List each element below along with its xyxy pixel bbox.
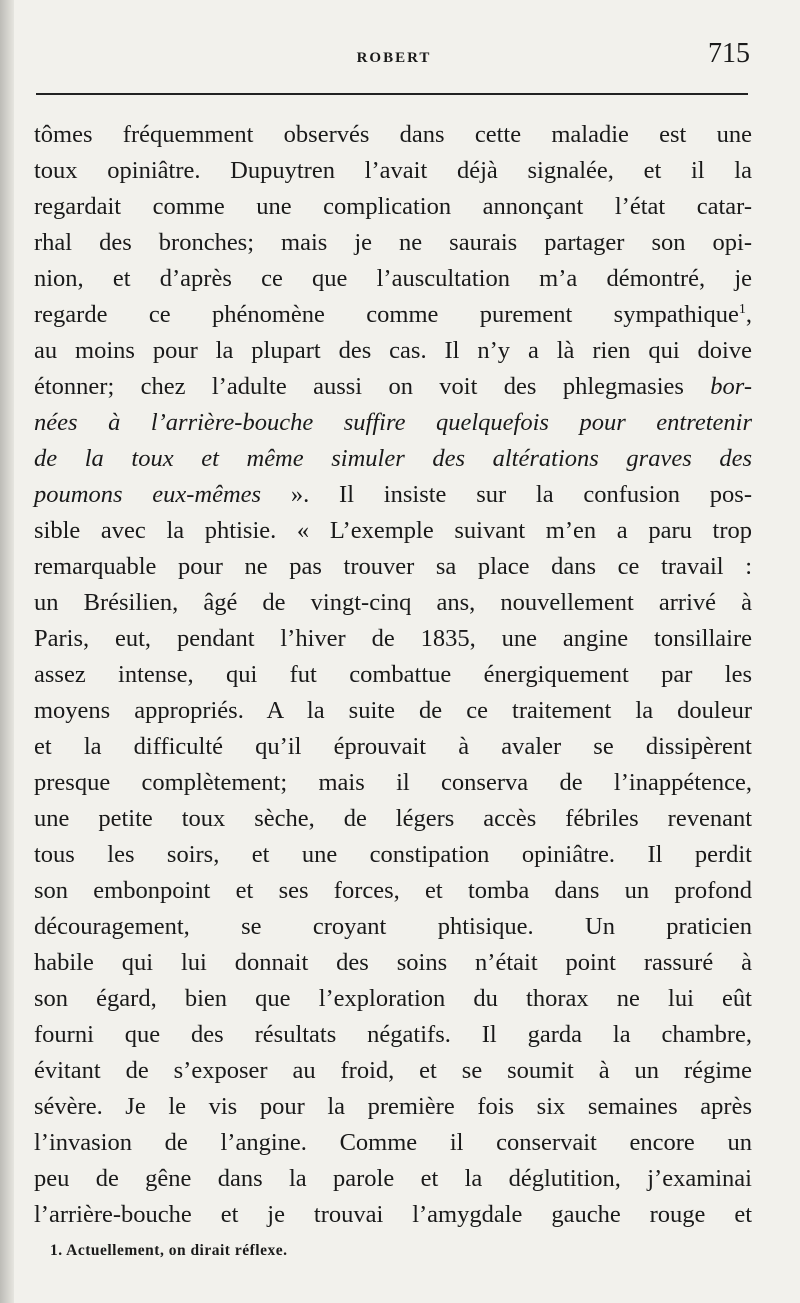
text-run: sévère. Je le vis pour la première fois six semaines après	[34, 1093, 752, 1120]
text-line	[34, 1125, 752, 1161]
running-head: ROBERT	[356, 50, 432, 66]
text-run: assez intense, qui fut combattue énergiquement par les	[34, 661, 752, 688]
italic-run: poumons eux-mêmes	[34, 481, 262, 508]
text-run: sible avec la phtisie. « L’exemple suivant m’en a paru trop	[34, 517, 752, 544]
page-number: 715	[708, 38, 750, 69]
text-run: et la difficulté qu’il éprouvait à avaler se dissipèrent	[34, 733, 752, 760]
text-run: moyens appropriés. A la suite de ce traitement la douleur	[34, 697, 752, 724]
text-run: regarde ce phénomène comme purement sympathique	[34, 301, 739, 328]
italic-run: nées à l’arrière-bouche suffire quelquefois pour entretenir	[34, 409, 752, 436]
italic-run: de la toux et même simuler des altérations graves des	[34, 445, 752, 472]
text-line	[34, 1089, 752, 1125]
text-run: ,	[745, 301, 752, 328]
footnote-marker: 1	[738, 301, 746, 317]
text-run: étonner; chez l’adulte aussi on voit des phlegmasies	[34, 373, 711, 400]
text-line	[34, 1053, 752, 1089]
text-run: l’invasion de l’angine. Comme il conservait encore un	[34, 1129, 752, 1156]
text-run: presque complètement; mais il conserva de l’inappétence,	[34, 769, 752, 796]
text-run: tômes fréquemment observés dans cette maladie est une	[34, 121, 752, 148]
text-run: toux opiniâtre. Dupuytren l’avait déjà signalée, et il la	[34, 157, 752, 184]
text-line	[34, 765, 752, 801]
text-run: Paris, eut, pendant l’hiver de 1835, une angine tonsillaire	[34, 625, 752, 652]
text-run: son embonpoint et ses forces, et tomba dans un profond	[34, 877, 752, 904]
text-run: un Brésilien, âgé de vingt-cinq ans, nouvellement arrivé à	[34, 589, 752, 616]
text-line	[34, 153, 752, 189]
text-line	[34, 189, 752, 225]
text-line	[34, 1197, 752, 1233]
text-line	[34, 549, 752, 585]
text-line	[34, 405, 752, 441]
footnote: 1. Actuellement, on dirait réflexe.	[50, 1242, 288, 1259]
text-line	[34, 1161, 752, 1197]
text-line	[34, 621, 752, 657]
text-run: fourni que des résultats négatifs. Il garda la chambre,	[34, 1021, 752, 1048]
text-line	[34, 261, 752, 297]
italic-run: bor-	[710, 373, 752, 400]
text-line	[34, 657, 752, 693]
text-run: au moins pour la plupart des cas. Il n’y a là rien qui doive	[34, 337, 752, 364]
text-run: nion, et d’après ce que l’auscultation m’a démontré, je	[34, 265, 752, 292]
text-line	[34, 513, 752, 549]
text-run: découragement, se croyant phtisique. Un praticien	[34, 913, 752, 940]
text-line	[34, 441, 752, 477]
text-line	[34, 225, 752, 261]
text-line	[34, 729, 752, 765]
text-line	[34, 297, 752, 333]
text-run: son égard, bien que l’exploration du thorax ne lui eût	[34, 985, 752, 1012]
header-rule	[36, 93, 748, 95]
text-line	[34, 117, 752, 153]
text-line	[34, 333, 752, 369]
page-binding-edge	[0, 0, 14, 1303]
page-header	[36, 38, 752, 84]
text-run: tous les soirs, et une constipation opiniâtre. Il perdit	[34, 841, 752, 868]
text-run: rhal des bronches; mais je ne saurais partager son opi-	[34, 229, 752, 256]
text-line	[34, 369, 752, 405]
text-line	[34, 873, 752, 909]
body-text	[34, 117, 752, 1233]
text-line	[34, 693, 752, 729]
text-line	[34, 585, 752, 621]
text-run: l’arrière-bouche et je trouvai l’amygdale gauche rouge et	[34, 1201, 752, 1228]
text-line	[34, 945, 752, 981]
text-line	[34, 981, 752, 1017]
text-line	[34, 801, 752, 837]
text-line	[34, 837, 752, 873]
text-run: évitant de s’exposer au froid, et se soumit à un régime	[34, 1057, 752, 1084]
text-run: une petite toux sèche, de légers accès fébriles revenant	[34, 805, 752, 832]
text-run: ». Il insiste sur la confusion pos-	[261, 481, 752, 508]
text-run: regardait comme une complication annonçant l’état catar-	[34, 193, 752, 220]
text-run: remarquable pour ne pas trouver sa place dans ce travail :	[34, 553, 752, 580]
text-line	[34, 1017, 752, 1053]
text-line	[34, 909, 752, 945]
text-run: peu de gêne dans la parole et la déglutition, j’examinai	[34, 1165, 752, 1192]
text-line	[34, 477, 752, 513]
text-run: habile qui lui donnait des soins n’était point rassuré à	[34, 949, 752, 976]
